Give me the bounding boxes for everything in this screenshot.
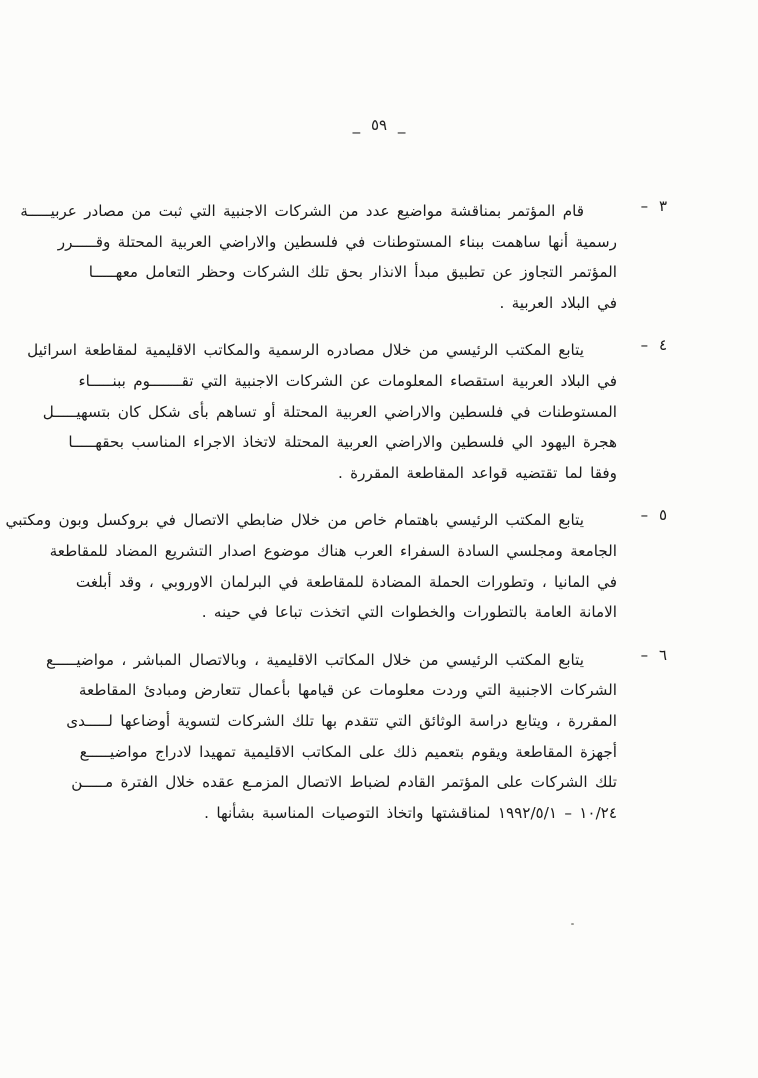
item-number-marker: ٦ – bbox=[640, 645, 667, 664]
item-number-marker: ٤ – bbox=[640, 336, 667, 355]
text-line: المؤتمر التجاوز عن تطبيق مبدأ الانذار بحق تلك الشركات وحظر التعامل معهـــــا bbox=[88, 263, 617, 282]
text-line: في البلاد العربية استقصاء المعلومات عن الشركات الاجنبية التي تقـــــــوم ببنـــــاء bbox=[78, 371, 617, 390]
text-line: الجامعة ومجلسي السادة السفراء العرب هناك موضوع اصدار التشريع المضاد للمقاطعة bbox=[49, 541, 617, 560]
text-line: يتابع المكتب الرئيسي من خلال مصادره الرسمية والمكاتب الاقليمية لمقاطعة اسرائيل bbox=[27, 341, 584, 360]
item-number-marker: ٥ – bbox=[640, 506, 667, 525]
text-line: قام المؤتمر بمناقشة مواضيع عدد من الشركات الاجنبية التي ثبت من مصادر عربيـــــة bbox=[20, 202, 584, 220]
text-line: في المانيا ، وتطورات الحملة المضادة للمقاطعة في البرلمان الاوروبي ، وقد أبلغت bbox=[75, 572, 617, 591]
item-paragraph bbox=[46, 645, 617, 829]
text-line: يتابع المكتب الرئيسي من خلال المكاتب الاقليمية ، وبالاتصال المباشر ، مواضيـــــع bbox=[46, 650, 584, 669]
list-item-5 bbox=[5, 505, 667, 627]
text-line: يتابع المكتب الرئيسي باهتمام خاص من خلال ضابطي الاتصال في بروكسل وبون ومكتبي bbox=[5, 511, 584, 530]
document-body bbox=[5, 196, 667, 845]
text-line: تلك الشركات على المؤتمر القادم لضباط الاتصال المزمـع عقده خلال الفترة مـــــن bbox=[71, 773, 617, 792]
item-number-marker: ٣ – bbox=[640, 197, 667, 215]
text-line: رسمية أنها ساهمت ببناء المستوطنات في فلسطين والاراضي العربية المحتلة وقـــــرر bbox=[57, 232, 617, 251]
item-paragraph bbox=[5, 505, 617, 627]
text-line: ١٠/٢٤ – ١٩٩٢/٥/١ لمناقشتها واتخاذ التوصيات المناسبة بشأنها . bbox=[204, 803, 617, 822]
text-line: أجهزة المقاطعة ويقوم بتعميم ذلك على المكاتب الاقليمية تمهيدا لادراج مواضيـــــع bbox=[79, 742, 617, 761]
text-line: المستوطنات في فلسطين والاراضي العربية المحتلة أو تساهم بأى شكل كان بتسهيـــــل bbox=[42, 402, 617, 421]
text-line: الامانة العامة بالتطورات والخطوات التي اتخذت تباعا في حينه . bbox=[201, 603, 617, 622]
text-line: المقررة ، ويتابع دراسة الوثائق التي تتقدم بها تلك الشركات لتسوية أوضاعها لـــــدى bbox=[66, 711, 617, 730]
text-line: وفقا لما تقتضيه قواعد المقاطعة المقررة . bbox=[338, 463, 617, 482]
item-paragraph bbox=[27, 335, 617, 488]
text-line: في البلاد العربية . bbox=[499, 293, 617, 312]
item-paragraph bbox=[20, 196, 617, 318]
list-item-4 bbox=[27, 335, 667, 488]
text-line: هجرة اليهود الي فلسطين والاراضي العربية المحتلة لاتخاذ الاجراء المناسب بحقهـــــا bbox=[68, 433, 617, 452]
page-number: _ ٥٩ _ bbox=[352, 116, 406, 134]
scan-artifact-dot bbox=[571, 923, 574, 925]
list-item-6 bbox=[46, 645, 667, 829]
list-item-3 bbox=[20, 196, 667, 318]
text-line: الشركات الاجنبية التي وردت معلومات عن قيامها بأعمال تتعارض ومبادئ المقاطعة bbox=[78, 681, 617, 700]
